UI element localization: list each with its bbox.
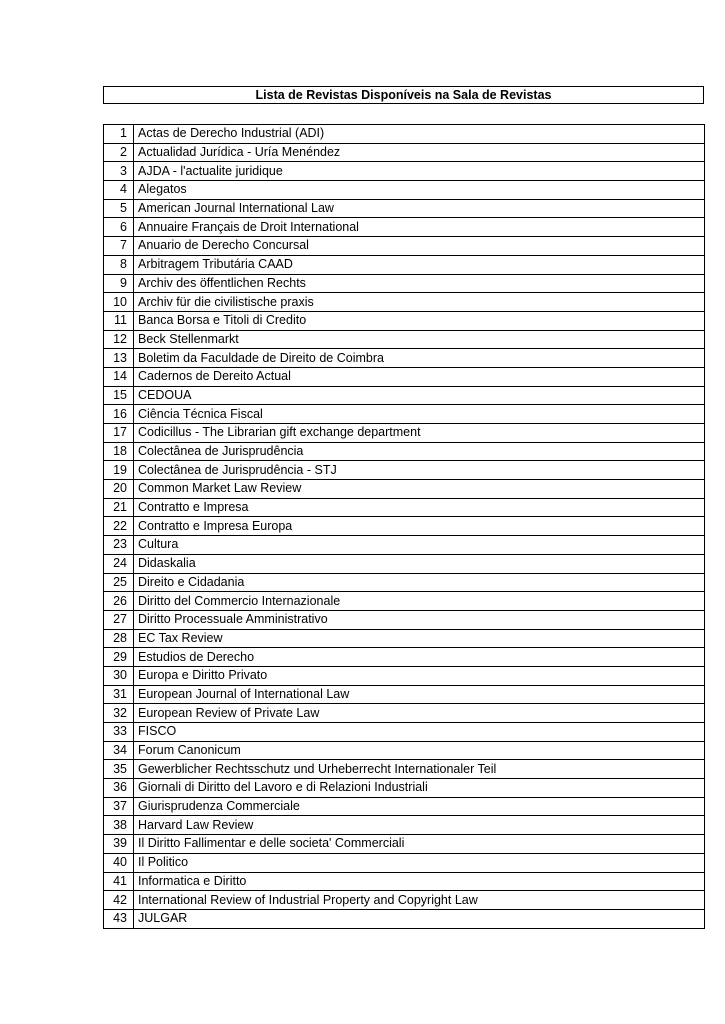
journal-name: Archiv des öffentlichen Rechts bbox=[134, 274, 705, 293]
journal-name: Harvard Law Review bbox=[134, 816, 705, 835]
row-number: 13 bbox=[104, 349, 134, 368]
row-number: 35 bbox=[104, 760, 134, 779]
journal-name: American Journal International Law bbox=[134, 199, 705, 218]
journal-name: Actualidad Jurídica - Uría Menéndez bbox=[134, 143, 705, 162]
row-number: 14 bbox=[104, 367, 134, 386]
journal-name: Gewerblicher Rechtsschutz und Urheberrecht Internationaler Teil bbox=[134, 760, 705, 779]
row-number: 10 bbox=[104, 293, 134, 312]
row-number: 27 bbox=[104, 610, 134, 629]
journal-name: Direito e Cidadania bbox=[134, 573, 705, 592]
row-number: 3 bbox=[104, 162, 134, 181]
journal-name: Contratto e Impresa bbox=[134, 498, 705, 517]
row-number: 28 bbox=[104, 629, 134, 648]
journal-name: Archiv für die civilistische praxis bbox=[134, 293, 705, 312]
journal-name: Diritto Processuale Amministrativo bbox=[134, 610, 705, 629]
table-row bbox=[104, 405, 705, 424]
journal-name: Il Diritto Fallimentar e delle societa' Commerciali bbox=[134, 835, 705, 854]
row-number: 32 bbox=[104, 704, 134, 723]
journal-name: Contratto e Impresa Europa bbox=[134, 517, 705, 536]
row-number: 38 bbox=[104, 816, 134, 835]
row-number: 39 bbox=[104, 835, 134, 854]
table-row bbox=[104, 293, 705, 312]
row-number: 8 bbox=[104, 255, 134, 274]
row-number: 6 bbox=[104, 218, 134, 237]
journal-name: International Review of Industrial Property and Copyright Law bbox=[134, 891, 705, 910]
journal-name: Actas de Derecho Industrial (ADI) bbox=[134, 125, 705, 144]
journal-name: Anuario de Derecho Concursal bbox=[134, 237, 705, 256]
row-number: 18 bbox=[104, 442, 134, 461]
journal-name: Il Politico bbox=[134, 853, 705, 872]
row-number: 43 bbox=[104, 909, 134, 928]
row-number: 30 bbox=[104, 666, 134, 685]
journal-name: Ciência Técnica Fiscal bbox=[134, 405, 705, 424]
journal-name: JULGAR bbox=[134, 909, 705, 928]
journal-name: European Journal of International Law bbox=[134, 685, 705, 704]
journal-name: Europa e Diritto Privato bbox=[134, 666, 705, 685]
row-number: 29 bbox=[104, 648, 134, 667]
row-number: 15 bbox=[104, 386, 134, 405]
table-row bbox=[104, 330, 705, 349]
row-number: 9 bbox=[104, 274, 134, 293]
table-row bbox=[104, 872, 705, 891]
row-number: 7 bbox=[104, 237, 134, 256]
journal-name: Arbitragem Tributária CAAD bbox=[134, 255, 705, 274]
table-row bbox=[104, 274, 705, 293]
row-number: 40 bbox=[104, 853, 134, 872]
table-row bbox=[104, 629, 705, 648]
table-row bbox=[104, 367, 705, 386]
row-number: 19 bbox=[104, 461, 134, 480]
table-row bbox=[104, 442, 705, 461]
table-row bbox=[104, 797, 705, 816]
table-row bbox=[104, 480, 705, 499]
table-row bbox=[104, 536, 705, 555]
journal-name: Boletim da Faculdade de Direito de Coimbra bbox=[134, 349, 705, 368]
table-row bbox=[104, 237, 705, 256]
table-row bbox=[104, 760, 705, 779]
page-title: Lista de Revistas Disponíveis na Sala de Revistas bbox=[103, 86, 704, 104]
table-row bbox=[104, 162, 705, 181]
journal-name: European Review of Private Law bbox=[134, 704, 705, 723]
row-number: 21 bbox=[104, 498, 134, 517]
row-number: 36 bbox=[104, 779, 134, 798]
table-row bbox=[104, 723, 705, 742]
journal-name: Colectânea de Jurisprudência - STJ bbox=[134, 461, 705, 480]
table-row bbox=[104, 461, 705, 480]
row-number: 1 bbox=[104, 125, 134, 144]
journal-name: Codicillus - The Librarian gift exchange department bbox=[134, 424, 705, 443]
journal-name: Didaskalia bbox=[134, 554, 705, 573]
row-number: 33 bbox=[104, 723, 134, 742]
row-number: 23 bbox=[104, 536, 134, 555]
row-number: 24 bbox=[104, 554, 134, 573]
row-number: 17 bbox=[104, 424, 134, 443]
row-number: 42 bbox=[104, 891, 134, 910]
table-row bbox=[104, 779, 705, 798]
table-row bbox=[104, 891, 705, 910]
journal-name: AJDA - l'actualite juridique bbox=[134, 162, 705, 181]
journal-name: Estudios de Derecho bbox=[134, 648, 705, 667]
row-number: 31 bbox=[104, 685, 134, 704]
table-row bbox=[104, 125, 705, 144]
journal-name: Informatica e Diritto bbox=[134, 872, 705, 891]
table-row bbox=[104, 255, 705, 274]
row-number: 26 bbox=[104, 592, 134, 611]
table-row bbox=[104, 704, 705, 723]
journal-name: FISCO bbox=[134, 723, 705, 742]
journals-table-body bbox=[104, 125, 705, 929]
row-number: 12 bbox=[104, 330, 134, 349]
journal-name: EC Tax Review bbox=[134, 629, 705, 648]
journal-name: Giornali di Diritto del Lavoro e di Relazioni Industriali bbox=[134, 779, 705, 798]
table-row bbox=[104, 685, 705, 704]
table-row bbox=[104, 143, 705, 162]
journals-table bbox=[103, 124, 705, 929]
row-number: 22 bbox=[104, 517, 134, 536]
table-row bbox=[104, 610, 705, 629]
table-row bbox=[104, 386, 705, 405]
row-number: 25 bbox=[104, 573, 134, 592]
row-number: 37 bbox=[104, 797, 134, 816]
row-number: 41 bbox=[104, 872, 134, 891]
table-row bbox=[104, 573, 705, 592]
journal-name: Cultura bbox=[134, 536, 705, 555]
journal-name: Alegatos bbox=[134, 181, 705, 200]
table-row bbox=[104, 199, 705, 218]
journal-name: Giurisprudenza Commerciale bbox=[134, 797, 705, 816]
table-row bbox=[104, 648, 705, 667]
table-row bbox=[104, 498, 705, 517]
table-row bbox=[104, 311, 705, 330]
journal-name: Banca Borsa e Titoli di Credito bbox=[134, 311, 705, 330]
table-row bbox=[104, 666, 705, 685]
row-number: 5 bbox=[104, 199, 134, 218]
journal-name: Annuaire Français de Droit International bbox=[134, 218, 705, 237]
table-row bbox=[104, 554, 705, 573]
table-row bbox=[104, 181, 705, 200]
journal-name: Beck Stellenmarkt bbox=[134, 330, 705, 349]
journal-name: Forum Canonicum bbox=[134, 741, 705, 760]
table-row bbox=[104, 349, 705, 368]
table-row bbox=[104, 424, 705, 443]
table-row bbox=[104, 909, 705, 928]
table-row bbox=[104, 835, 705, 854]
row-number: 11 bbox=[104, 311, 134, 330]
table-row bbox=[104, 218, 705, 237]
row-number: 2 bbox=[104, 143, 134, 162]
row-number: 34 bbox=[104, 741, 134, 760]
table-row bbox=[104, 853, 705, 872]
row-number: 20 bbox=[104, 480, 134, 499]
table-row bbox=[104, 517, 705, 536]
journal-name: Colectânea de Jurisprudência bbox=[134, 442, 705, 461]
table-row bbox=[104, 592, 705, 611]
row-number: 16 bbox=[104, 405, 134, 424]
journal-name: Common Market Law Review bbox=[134, 480, 705, 499]
table-row bbox=[104, 816, 705, 835]
journal-name: CEDOUA bbox=[134, 386, 705, 405]
row-number: 4 bbox=[104, 181, 134, 200]
table-row bbox=[104, 741, 705, 760]
journal-name: Diritto del Commercio Internazionale bbox=[134, 592, 705, 611]
journal-name: Cadernos de Dereito Actual bbox=[134, 367, 705, 386]
